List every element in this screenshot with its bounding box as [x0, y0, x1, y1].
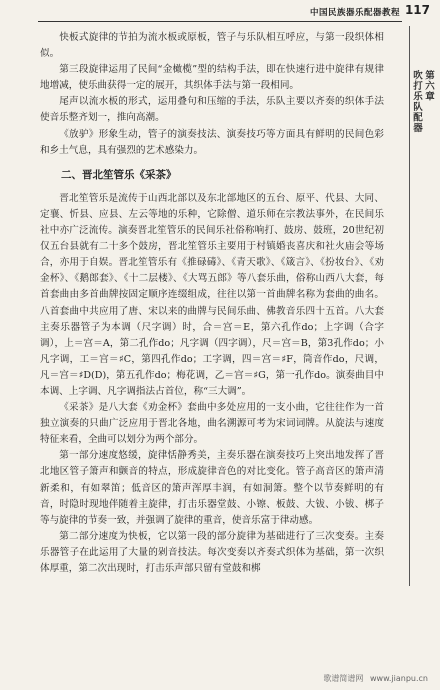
chapter-label: 第六章 — [423, 70, 434, 102]
watermark-site-name: 歌谱简谱网 — [323, 674, 364, 683]
paragraph: 第一部分速度悠缓，旋律恬静秀美，主奏乐器在演奏技巧上突出地发挥了晋北地区管子箫声和颤音的特点，形成旋律音色的对比变化。管子高音区的箫声清新柔和，有如翠笛；低音区的箫声浑厚丰润，有如洞箫。整个以节奏鲜明的有音，时隐时现地伴随着主旋律，打击乐器堂鼓、小镲、板鼓、大钹、小钹、梆子等与旋律的节奏一致，并强调了旋律的重音，使音乐富于律动感。 — [40, 450, 384, 526]
paragraph: 晋北笙管乐是流传于山西北部以及东北部地区的五台、原平、代县、大同、定襄、忻县、应县、左云等地的乐种，它除僧、道乐师在宗教法事外，在民间乐社中亦广泛流传。演奏晋北笙管乐的民间乐社俗称响打、鼓房、鼓班，20世纪初仅五台县就有二十多个鼓房，晋北笙管乐主要用于村镇婚丧喜庆和社火庙会等场合，亦用于自娱。晋北笙管乐有《推碌碡》、《青天歌》、《箴言》、《扮妆台》、《劝金杯》、《鹅郎套》、《十二层楼》、《大骂五郎》等八套乐曲，俗称山西八大套，每首套曲由多首曲牌按固定顺序连缀组成，往往以第一首曲牌名称为套曲的曲名。八首套曲中共应用了唐、宋以来的曲牌与民间乐曲、佛教音乐四十五首。八大套主奏乐器管子为本调（尺字调）时，合＝宫＝E，第六孔作do；上字调（合字调），上＝宫＝A，第二孔作do；凡字调（四字调），尺＝宫＝B，第3孔作do；小凡字调，工＝宫＝♯C，第四孔作do；工字调，四＝宫＝♯F，筒音作do，尺调，凡＝宫＝♯D(D)，第五孔作do；梅花调，乙＝宫＝♯G，第一孔作do。演奏曲目中本调、上字调、凡字调指法占首位，称“三大调”。 — [40, 192, 384, 397]
chapter-subject: 吹打乐队配器 — [411, 70, 422, 133]
running-header — [0, 0, 440, 22]
watermark-url: www.jianpu.cn — [369, 674, 428, 683]
paragraph: 尾声以流水板的形式，运用叠句和压缩的手法，乐队主要以齐奏的织体手法使音乐整齐划一，推向高潮。 — [40, 96, 384, 124]
chapter-side-tab — [410, 70, 434, 133]
body-text — [40, 30, 384, 577]
header-rule — [38, 21, 402, 22]
watermark — [319, 673, 428, 684]
paragraph: 第二部分速度为快板，它以第一段的部分旋律为基础进行了三次变奏。主奏乐器管子在此运用了大量的剁音技法。每次变奏以齐奏式织体为基础，第一次织体厚重，第二次出现时，打击乐声部只留有堂鼓和梆 — [40, 530, 384, 574]
paragraph: 《放驴》形象生动，管子的演奏技法、演奏技巧等方面具有鲜明的民间色彩和乡土气息，具有强烈的艺术感染力。 — [40, 128, 384, 156]
paragraph: 快板式旋律的节拍为流水板或原板，管子与乐队相互呼应，与第一段织体相似。 — [40, 32, 384, 60]
book-title: 中国民族器乐配器教程 — [309, 8, 400, 18]
section-heading: 二、晋北笙管乐《采茶》 — [61, 168, 177, 181]
page-number: 117 — [404, 3, 430, 17]
paragraph: 《采茶》是八大套《劝金杯》套曲中多处应用的一支小曲，它往往作为一首独立演奏的只曲广泛应用于晋北各地，曲名溯源可考为宋词词牌。从旋法与速度特征来看，全曲可以划分为两个部分。 — [40, 402, 384, 446]
paragraph: 第三段旋律运用了民间“金橄榄”型的结构手法，即在快速行进中旋律有规律地增减，使乐曲获得一定的展开，其织体手法与第一段相同。 — [40, 64, 384, 92]
